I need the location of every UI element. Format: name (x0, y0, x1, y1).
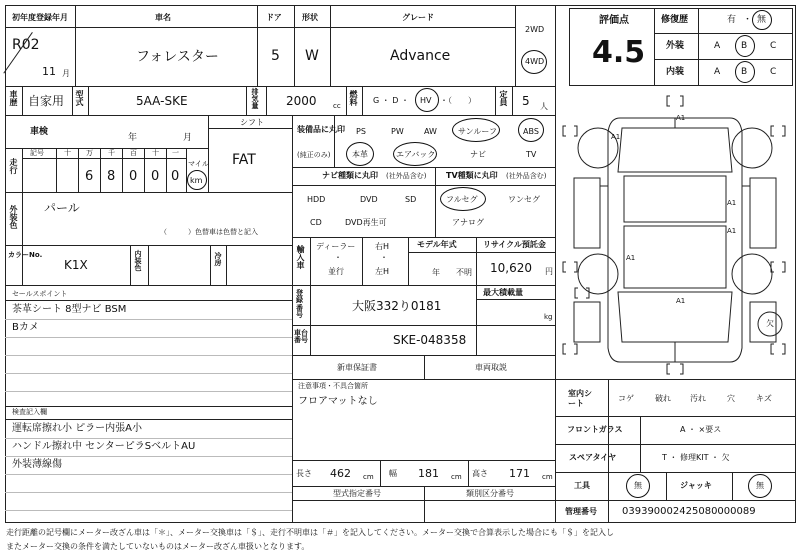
height-value: 171 (509, 467, 530, 480)
new-car-warranty-label: 新車保証書 (337, 363, 377, 372)
mileage-unit-hyaku: 百 (130, 149, 137, 157)
seat-option-hole: 穴 (727, 394, 735, 403)
model-value: 5AA-SKE (136, 94, 188, 108)
exterior-grade-b: B (741, 41, 748, 51)
mileage-digit: 0 (171, 169, 180, 184)
sales-point-line: Bカメ (12, 322, 39, 333)
exterior-grade-label: 外装 (666, 41, 685, 51)
inspection-label: 車検 (30, 127, 49, 137)
tv-fullseg: フルセグ (446, 195, 478, 204)
recycle-value: 10,620 (490, 261, 532, 275)
cooler-label: 冷房 (214, 252, 222, 266)
windshield-options: A ・ ×要ス (680, 425, 722, 434)
jack-value: 無 (756, 481, 764, 490)
exterior-color-label: 外装色 (9, 205, 18, 229)
recycle-label: リサイクル預託金 (483, 240, 546, 249)
max-load-unit: kg (544, 313, 553, 321)
import-dot-2: ・ (380, 253, 388, 262)
mileage-unit-ju: 十 (152, 149, 159, 157)
mileage-digit: 6 (85, 169, 94, 184)
model-label: 型式 (75, 90, 84, 106)
inspection-month-unit: 月 (183, 133, 193, 143)
import-label: 輸入車 (296, 245, 305, 269)
exterior-grade-a: A (714, 41, 721, 51)
inspector-line: ハンドル擦れ中 センターピラSベルトAU (12, 441, 196, 452)
tv-type-note: (社外品含む) (506, 172, 547, 180)
shape-value: W (305, 48, 319, 64)
max-load-label: 最大積載量 (483, 288, 523, 297)
mileage-digit: 0 (151, 169, 160, 184)
capacity-unit: 人 (540, 102, 548, 111)
equip-pw: PW (391, 127, 404, 136)
equip-tv: TV (526, 150, 537, 159)
seat-option-burn: コゲ (618, 394, 634, 403)
equip-abs: ABS (523, 127, 539, 136)
shift-value: FAT (232, 152, 256, 168)
door-label: ドア (266, 13, 282, 22)
equip-aw: AW (424, 127, 437, 136)
management-number-value: 039390002425080000089 (622, 506, 756, 517)
displacement-unit: cc (333, 102, 341, 110)
first-reg-era: R02 (12, 37, 40, 53)
displacement-value: 2000 (286, 94, 317, 108)
chassis-value: SKE-048358 (393, 333, 467, 347)
nav-dvd: DVD (360, 195, 378, 204)
seat-option-scratch: キズ (756, 394, 772, 403)
first-reg-label: 初年度登録年月 (12, 13, 68, 22)
equipment-label: 装備品に丸印 (297, 125, 345, 134)
length-value: 462 (330, 467, 351, 480)
mileage-unit-sen: 千 (108, 149, 115, 157)
tv-analog: アナログ (452, 218, 484, 227)
mileage-digit: 8 (107, 169, 116, 184)
seat-option-stain: 汚れ (690, 394, 706, 403)
equip-airbag: エアバック (396, 150, 436, 159)
use-label: 車歴 (9, 90, 18, 106)
color-no-label: カラーNo. (8, 251, 43, 259)
nav-dvd-playback: DVD再生可 (345, 218, 387, 227)
fuel-label: 燃料 (349, 90, 358, 106)
spare-tire-options: T ・ 修理KIT ・ 欠 (662, 453, 730, 462)
interior-grade-b: B (741, 67, 748, 77)
interior-seat-label: 室内シート (568, 389, 592, 409)
spare-tire-label: スペアタイヤ (569, 453, 617, 462)
use-value: 自家用 (28, 94, 65, 108)
height-unit: cm (542, 473, 553, 481)
exterior-color-value: パール (44, 201, 80, 215)
capacity-label: 定員 (499, 90, 508, 106)
import-dot: ・ (334, 253, 342, 262)
damage-mark: A1 (676, 297, 686, 305)
length-unit: cm (363, 473, 374, 481)
tv-oneseg: ワンセグ (508, 195, 540, 204)
notes-value: フロアマットなし (298, 396, 378, 407)
door-value: 5 (271, 48, 280, 64)
interior-color-label: 内装色 (134, 250, 142, 271)
exterior-grade-c: C (770, 41, 777, 51)
repair-yes-option: 有 (727, 15, 737, 25)
first-reg-month-unit: 月 (62, 69, 70, 78)
model-year-unknown: 不明 (456, 268, 472, 277)
grade-value: Advance (390, 48, 451, 64)
import-left-h: 左H (375, 267, 390, 276)
registration-value: 大阪332り0181 (352, 299, 442, 313)
damage-mark: A1 (626, 254, 636, 262)
car-outline-svg (560, 92, 792, 376)
damage-missing-label: 欠 (766, 319, 774, 328)
mileage-mile-option: マイル (188, 160, 209, 168)
mileage-unit-ten-man: 十 (64, 149, 71, 157)
score-label: 評価点 (599, 15, 629, 26)
nav-sd: SD (405, 195, 417, 204)
grade-label: グレード (402, 13, 434, 22)
registration-label: 登録番号 (296, 289, 303, 320)
inspector-label: 検査記入欄 (12, 408, 47, 416)
width-value: 181 (418, 467, 439, 480)
notes-label: 注意事項・不具合箇所 (298, 382, 368, 390)
displacement-label: 排気量 (251, 88, 259, 109)
seat-option-tear: 破れ (655, 394, 671, 403)
equip-ps: PS (356, 127, 366, 136)
equip-navi: ナビ (470, 150, 486, 159)
mileage-code-label: 記号 (30, 149, 44, 157)
footer-line-2: またメーター交換の条件を満たしていないものはメーター改ざん車扱いとなります。 (6, 542, 310, 551)
import-right-h: 右H (375, 242, 390, 251)
shift-label: シフト (240, 118, 264, 127)
width-label: 幅 (389, 469, 397, 478)
length-label: 長さ (296, 469, 312, 478)
width-unit: cm (451, 473, 462, 481)
footer-line-1: 走行距離の記号欄にメーター改ざん車は「＊」、メーター交換車は「＄」、走行不明車は「＃」を記入してください。メーター交換で合算表示した場合にも「＄」を記入し (6, 528, 614, 537)
height-label: 高さ (472, 469, 488, 478)
import-parallel: 並行 (328, 267, 344, 276)
car-name-label: 車名 (155, 13, 171, 22)
damage-mark: A1 (676, 114, 686, 122)
car-name-value: フォレスター (136, 49, 219, 65)
sales-point-line: 茶革シート 8型ナビ BSM (12, 304, 127, 315)
nav-type-note: (社外品含む) (386, 172, 427, 180)
damage-mark: A1 (727, 227, 737, 235)
import-dealer: ディーラー (316, 242, 356, 251)
nav-type-title: ナビ種類に丸印 (322, 171, 378, 180)
model-year-label: モデル年式 (417, 240, 457, 249)
capacity-value: 5 (522, 94, 530, 108)
drive-4wd-option: 4WD (525, 57, 545, 66)
exterior-color-note: （ ）色替車は色替と記入 (160, 228, 258, 236)
mileage-unit-ichi: 一 (172, 149, 179, 157)
recycle-unit: 円 (545, 267, 553, 276)
jack-label: ジャッキ (680, 481, 712, 490)
type-designation-label: 型式指定番号 (333, 489, 381, 498)
chassis-label: 車台番号 (294, 329, 308, 345)
first-reg-month: 11 (42, 65, 56, 78)
sales-points-label: セールスポイント (12, 290, 68, 298)
fuel-other-option: ・（ ） (440, 96, 476, 105)
tools-value: 無 (634, 481, 642, 490)
mileage-unit-man: 万 (86, 149, 93, 157)
inspector-line: 運転席擦れ小 ピラー内張A小 (12, 423, 143, 434)
mileage-km-option: km (190, 176, 203, 185)
interior-grade-c: C (770, 67, 777, 77)
fuel-hv-option: HV (420, 96, 432, 105)
equipment-note: (純正のみ) (297, 151, 331, 159)
mileage-label: 走行 (9, 158, 18, 174)
inspection-year-unit: 年 (128, 133, 138, 143)
equip-leather: 本革 (352, 150, 368, 159)
nav-hdd: HDD (307, 195, 326, 204)
interior-grade-label: 内装 (666, 67, 685, 77)
management-number-label: 管理番号 (565, 507, 597, 516)
tools-label: 工具 (574, 481, 590, 490)
drive-2wd-option: 2WD (525, 25, 545, 34)
shape-label: 形状 (302, 13, 318, 22)
equip-sunroof: サンルーフ (458, 127, 497, 136)
inspector-line: 外装薄線傷 (12, 459, 62, 470)
vehicle-manual-label: 車両取説 (475, 363, 507, 372)
windshield-label: フロントガラス (567, 425, 623, 434)
interior-grade-a: A (714, 67, 721, 77)
nav-cd: CD (310, 218, 322, 227)
class-number-label: 類別区分番号 (466, 489, 514, 498)
fuel-options: G ・ D ・ (373, 96, 409, 105)
repair-separator: ・ (743, 15, 753, 25)
color-no-value: K1X (64, 258, 88, 272)
tv-type-title: TV種類に丸印 (446, 171, 498, 180)
damage-mark: A1 (727, 199, 737, 207)
model-year-year-unit: 年 (432, 268, 440, 277)
repair-history-label: 修復歴 (661, 15, 689, 25)
mileage-digit: 0 (129, 169, 138, 184)
score-value: 4.5 (592, 35, 646, 70)
repair-no-option: 無 (757, 15, 767, 25)
damage-mark: A1 (611, 133, 621, 141)
